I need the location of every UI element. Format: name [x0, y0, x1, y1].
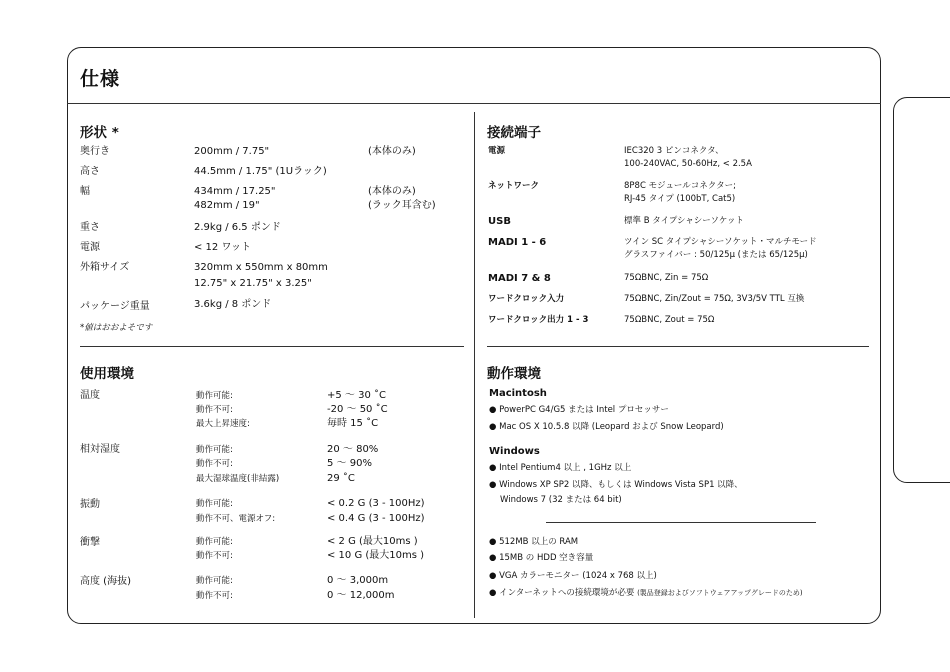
- mac-title: Macintosh: [489, 388, 547, 399]
- form-value: 200mm / 7.75": [194, 146, 270, 157]
- env-cond: 最大湿球温度(非結露): [196, 474, 280, 484]
- sys-heading: 動作環境: [487, 366, 541, 382]
- port-value-2: RJ-45 タイプ (100bT, Cat5): [624, 194, 736, 204]
- env-value: < 10 G (最大10ms ): [327, 550, 425, 561]
- env-heading: 使用環境: [80, 366, 134, 382]
- env-label: 高度 (海抜): [80, 576, 131, 587]
- win-item: ● Windows XP SP2 以降、もしくは Windows Vista SP1 以降、: [489, 480, 743, 490]
- port-label: ワードクロック入力: [488, 294, 565, 304]
- port-value: 75ΩBNC, Zin = 75Ω: [624, 273, 709, 283]
- win-item-cont: Windows 7 (32 または 64 bit): [500, 495, 622, 505]
- form-value: 44.5mm / 1.75" (1Uラック): [194, 166, 327, 177]
- form-footnote: *値はおおよそです: [80, 323, 153, 333]
- right-section-divider: [487, 346, 869, 347]
- env-cond: 動作可能:: [196, 537, 233, 547]
- form-value: 434mm / 17.25": [194, 186, 276, 197]
- env-cond: 動作可能:: [196, 391, 233, 401]
- form-value-2: 12.75" x 21.75" x 3.25": [194, 278, 312, 289]
- env-value: < 0.4 G (3 - 100Hz): [327, 513, 425, 524]
- form-value: 2.9kg / 6.5 ポンド: [194, 222, 281, 233]
- form-note-2: (ラック耳含む): [368, 200, 436, 211]
- env-value: 5 ～ 90%: [327, 458, 372, 469]
- port-label: ネットワーク: [488, 181, 540, 191]
- common-item-text: ● インターネットへの接続環境が必要: [489, 588, 635, 598]
- form-note: (本体のみ): [368, 186, 416, 197]
- env-value: -20 ～ 50 ˚C: [327, 404, 388, 415]
- port-label: MADI 7 & 8: [488, 273, 551, 284]
- left-section-divider: [80, 346, 464, 347]
- form-label: 重さ: [80, 222, 100, 233]
- env-cond: 動作可能:: [196, 445, 233, 455]
- mac-item: ● Mac OS X 10.5.8 以降 (Leopard および Snow Leopard): [489, 422, 724, 432]
- env-cond: 動作可能:: [196, 499, 233, 509]
- side-tab[interactable]: [893, 97, 950, 483]
- port-value: 75ΩBNC, Zin/Zout = 75Ω, 3V3/5V TTL 互換: [624, 294, 805, 304]
- form-heading: 形状 *: [80, 125, 119, 141]
- port-value: 75ΩBNC, Zout = 75Ω: [624, 315, 715, 325]
- env-label: 相対湿度: [80, 444, 120, 455]
- env-cond: 動作不可:: [196, 405, 233, 415]
- form-value: 3.6kg / 8 ポンド: [194, 299, 272, 310]
- env-cond: 最大上昇速度:: [196, 419, 250, 429]
- port-value-2: 100-240VAC, 50-60Hz, < 2.5A: [624, 159, 752, 169]
- port-value: IEC320 3 ピンコネクタ、: [624, 146, 724, 156]
- env-label: 衝撃: [80, 537, 100, 548]
- env-cond: 動作不可、電源オフ:: [196, 514, 276, 524]
- form-label: 奥行き: [80, 146, 110, 157]
- common-item: [489, 588, 803, 600]
- form-note: (本体のみ): [368, 146, 416, 157]
- page-title: 仕様: [80, 68, 121, 90]
- form-value: < 12 ワット: [194, 242, 251, 253]
- windows-divider: [546, 522, 816, 523]
- env-label: 振動: [80, 499, 100, 510]
- ports-heading: 接続端子: [487, 125, 541, 141]
- form-value: 320mm x 550mm x 80mm: [194, 262, 328, 273]
- form-label: パッケージ重量: [80, 301, 150, 312]
- form-label: 電源: [80, 242, 100, 253]
- env-value: 29 ˚C: [327, 473, 355, 484]
- env-value: 毎時 15 ˚C: [327, 418, 379, 429]
- env-cond: 動作可能:: [196, 576, 233, 586]
- form-label: 外箱サイズ: [80, 262, 130, 273]
- port-label: 電源: [488, 146, 506, 156]
- form-label: 高さ: [80, 166, 100, 177]
- column-divider: [474, 112, 475, 618]
- form-label: 幅: [80, 186, 90, 197]
- port-value: 8P8C モジュールコネクター;: [624, 181, 736, 191]
- env-value: < 0.2 G (3 - 100Hz): [327, 498, 425, 509]
- port-value: 標準 B タイプシャシーソケット: [624, 216, 744, 226]
- port-label: USB: [488, 216, 511, 227]
- env-value: 20 ～ 80%: [327, 444, 379, 455]
- env-value: +5 ～ 30 ˚C: [327, 390, 386, 401]
- title-divider: [67, 103, 881, 104]
- env-value: 0 ～ 12,000m: [327, 590, 395, 601]
- port-label: ワードクロック出力 1 - 3: [488, 315, 589, 325]
- common-item: ● 15MB の HDD 空き容量: [489, 553, 594, 563]
- env-cond: 動作不可:: [196, 551, 233, 561]
- win-title: Windows: [489, 446, 540, 457]
- env-label: 温度: [80, 390, 100, 401]
- port-value: ツイン SC タイプシャシーソケット・マルチモード: [624, 237, 817, 247]
- env-value: < 2 G (最大10ms ): [327, 536, 418, 547]
- common-item: ● 512MB 以上の RAM: [489, 537, 579, 547]
- port-label: MADI 1 - 6: [488, 237, 547, 248]
- port-value-2: グラスファイバー : 50/125μ (または 65/125μ): [624, 250, 808, 260]
- common-item-note: (製品登録およびソフトウェアアップグレードのため): [637, 589, 803, 597]
- env-cond: 動作不可:: [196, 591, 233, 601]
- env-cond: 動作不可:: [196, 459, 233, 469]
- form-value-2: 482mm / 19": [194, 200, 260, 211]
- common-item: ● VGA カラーモニター (1024 x 768 以上): [489, 571, 657, 581]
- win-item: ● Intel Pentium4 以上 , 1GHz 以上: [489, 463, 632, 473]
- mac-item: ● PowerPC G4/G5 または Intel プロセッサー: [489, 405, 669, 415]
- env-value: 0 ～ 3,000m: [327, 575, 389, 586]
